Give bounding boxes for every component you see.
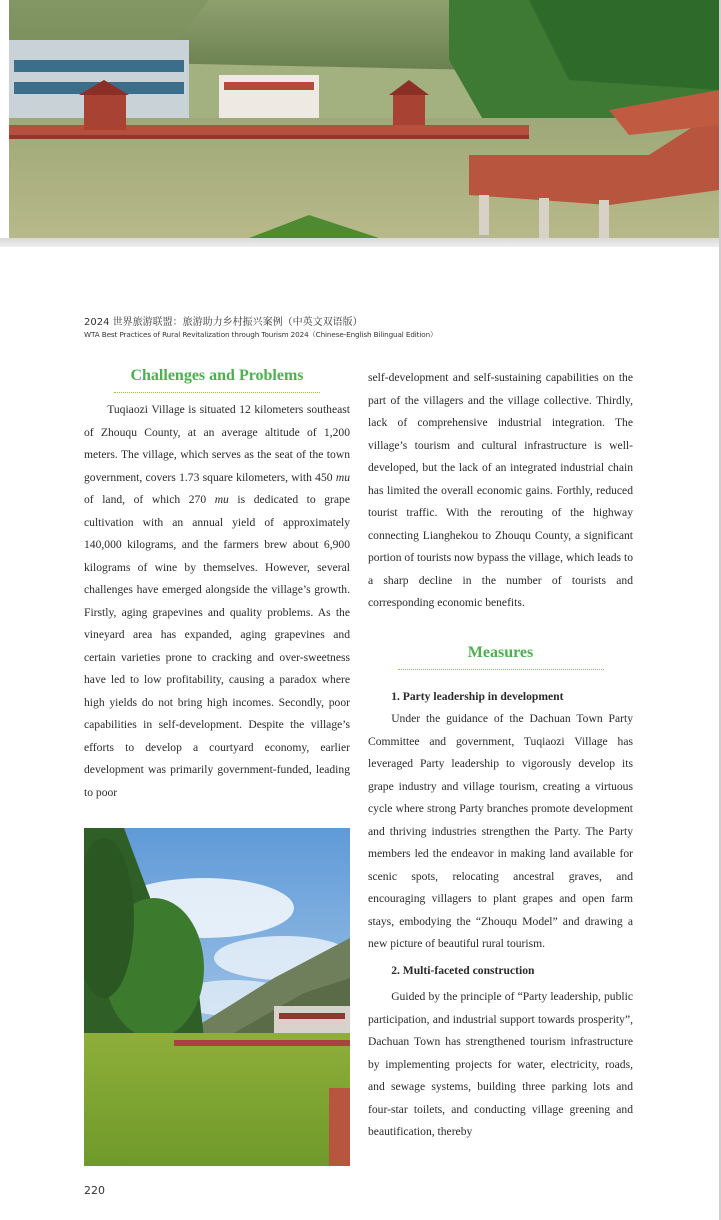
measure-heading-2: 2. Multi-faceted construction — [391, 963, 535, 977]
title-divider — [114, 392, 320, 393]
running-head-zh: 2024 世界旅游联盟：旅游助力乡村振兴案例（中英文双语版） — [84, 317, 363, 328]
running-head — [84, 316, 644, 340]
text-run: is dedicated to grape cultivation with an annual yield of approximately 140,000 kilograms, and the farmers brew about 6,900 kilograms of wine by themselves. However, several challenges have emerged alongside the village’s growth. Firstly, aging grapevines and quality problems. As the vineyard area has expanded, aging grapevines and certain varieties prone to cracking and over-sweetness have led to low profitability, causing a paradox where high yields do not bring high incomes. Secondly, poor capabilities in self-development. Despite the village’s efforts to develop a courtyard economy, earlier development was primarily government-funded, leading to poor — [84, 493, 350, 799]
section-title-challenges: Challenges and Problems — [130, 367, 304, 384]
measure-heading-1: 1. Party leadership in development — [391, 689, 564, 703]
page-divider — [0, 238, 721, 247]
page-number: 220 — [84, 1184, 105, 1197]
lake-pavilion-photo — [9, 0, 719, 238]
running-head-en: WTA Best Practices of Rural Revitalization through Tourism 2024（Chinese-English Bilingual Edition） — [84, 330, 438, 339]
challenges-continued: self-development and self-sustaining capabilities on the part of the villagers and the village collective. Thirdly, lack of comprehensive industrial integration. The village’s tourism and cultural infrastructure is well-developed, but the lack of an integrated industrial chain has limited the overall economic gains. Forthly, reduced tourist traffic. With the rerouting of the highway connecting Lianghekou to Zhouqu County, a significant portion of tourists now bypass the village, which leads to a sharp decline in the number of tourists and corresponding economic benefits. — [368, 371, 633, 609]
measure-paragraph-1: Under the guidance of the Dachuan Town Party Committee and government, Tuqiaozi Village has leveraged Party leadership to vigorously develop its grape industry and village tourism, creating a virtuous cycle where strong Party branches promote development and thriving industries strengthen the Party. The Party members led the endeavor in making land available for scenic spots, relocating ancestral graves, and encouraging villagers to plant grapes and open farm stays, embodying the “Zhouqu Model” and drawing a new picture of beautiful rural tourism. — [368, 712, 633, 950]
challenges-paragraph — [84, 399, 350, 804]
measure-paragraph-2: Guided by the principle of “Party leadership, public participation, and industrial support towards prosperity”, Dachuan Town has strengthened tourism infrastructure by implementing projects for water, electricity, roads, and sewage systems, building three parking lots and four-star toilets, and conducting village greening and beautification, thereby — [368, 990, 633, 1138]
section-title-measures: Measures — [467, 643, 534, 661]
left-column — [84, 364, 350, 804]
right-column — [368, 367, 633, 1144]
unit-mu: mu — [214, 493, 229, 506]
text-run: of land, of which 270 — [84, 493, 215, 506]
village-field-photo — [84, 828, 350, 1166]
title-divider — [398, 669, 604, 670]
unit-mu: mu — [335, 470, 350, 484]
text-run: Tuqiaozi Village is situated 12 kilometers southeast of Zhouqu County, at an average altitude of 1,200 meters. The village, which serves as the seat of the town government, covers 1.73 square kilometers, with 450 — [84, 403, 350, 484]
